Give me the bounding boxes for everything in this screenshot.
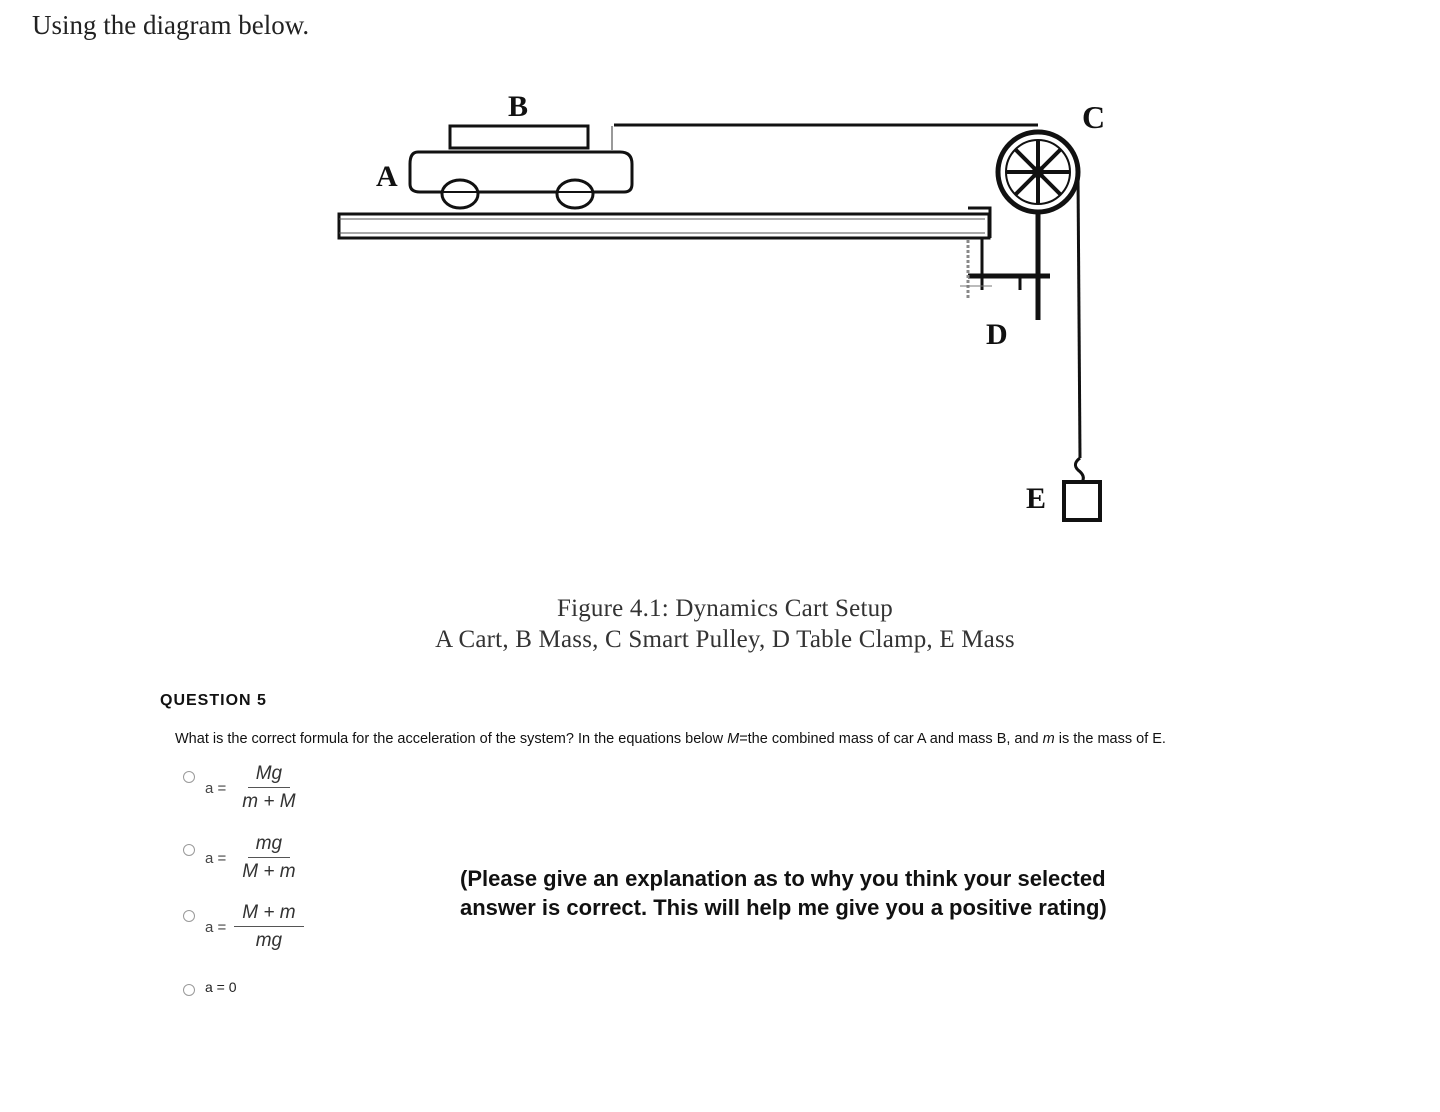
mass-e <box>1064 482 1100 520</box>
label-a: A <box>376 160 398 193</box>
smart-pulley-c <box>998 132 1078 212</box>
option-3-lhs: a = <box>205 918 227 936</box>
string-vertical <box>1078 175 1080 458</box>
option-3-radio[interactable] <box>183 910 195 922</box>
option-1-denominator: m + M <box>242 791 296 812</box>
option-1-fraction <box>234 763 303 813</box>
option-2-radio[interactable] <box>183 844 195 856</box>
option-4-radio[interactable] <box>183 984 195 996</box>
option-3-denominator: mg <box>255 930 283 951</box>
question-text <box>175 731 1166 747</box>
option-1-formula <box>205 763 304 813</box>
label-b: B <box>508 90 529 123</box>
option-1-lhs: a = <box>205 779 227 797</box>
intro-text: Using the diagram below. <box>32 10 310 40</box>
option-2-fraction <box>234 833 303 883</box>
option-3-numerator: M + m <box>234 902 303 927</box>
label-e: E <box>1026 482 1047 515</box>
question-var-small-m: m <box>1042 731 1055 747</box>
option-2-numerator: mg <box>248 833 290 858</box>
cart-track <box>339 214 989 238</box>
label-d: D <box>986 318 1008 351</box>
option-3-formula <box>205 902 304 952</box>
dynamics-cart-diagram <box>320 80 1120 540</box>
mass-b <box>450 126 588 148</box>
option-2-denominator: M + m <box>242 861 296 882</box>
figure-caption-legend: A Cart, B Mass, C Smart Pulley, D Table Clamp, E Mass <box>435 626 1015 653</box>
explanation-request-line1: (Please give an explanation as to why you think your selected <box>460 866 1106 891</box>
option-1-radio[interactable] <box>183 771 195 783</box>
question-text-part1: What is the correct formula for the acceleration of the system? In the equations below <box>175 731 728 747</box>
option-2-formula <box>205 833 304 883</box>
option-2-lhs: a = <box>205 849 227 867</box>
label-c: C <box>1082 99 1106 135</box>
option-1-numerator: Mg <box>248 763 290 788</box>
question-text-part2: =the combined mass of car A and mass B, and <box>739 731 1043 747</box>
question-text-part3: is the mass of E. <box>1054 731 1166 747</box>
figure-caption-title: Figure 4.1: Dynamics Cart Setup <box>556 595 894 622</box>
question-var-big-m: M <box>727 731 740 747</box>
explanation-request <box>460 864 1107 922</box>
explanation-request-line2: answer is correct. This will help me give you a positive rating) <box>460 895 1107 920</box>
option-3-fraction <box>234 902 303 952</box>
option-4-label: a = 0 <box>205 979 237 995</box>
question-title: QUESTION 5 <box>160 692 267 709</box>
